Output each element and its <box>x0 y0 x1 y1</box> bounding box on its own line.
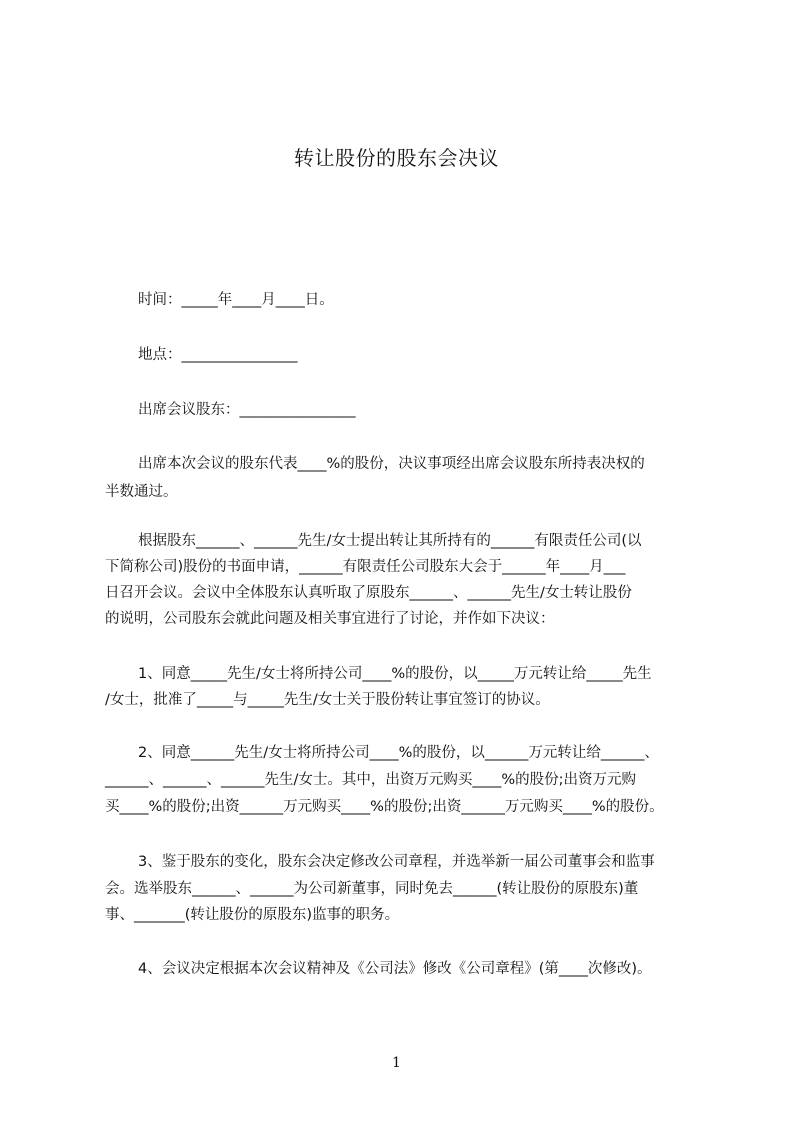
attendees-line: 出席会议股东：________________ <box>138 402 356 418</box>
resolution-item-line: ______、______、______先生/女士。其中，出资万元购买____%的股份;出资万元购 <box>105 772 637 788</box>
resolution-item-line: /女士，批准了_____与_____先生/女士关于股份转让事宜签订的协议。 <box>105 692 550 708</box>
resolution-item-line: 2、同意______先生/女士将所持公司____%的股份，以______万元转让给______、 <box>138 745 659 761</box>
resolution-item-line: 买____%的股份;出资______万元购买____%的股份;出资______万元购买____%的股份。 <box>105 799 664 815</box>
resolution-item-line: 1、同意_____先生/女士将所持公司____%的股份，以_____万元转让给_____先生 <box>138 666 652 682</box>
place-line: 地点：________________ <box>138 347 298 363</box>
document-title: 转让股份的股东会决议 <box>294 146 499 170</box>
paragraph-line: 的说明，公司股东会就此问题及相关事宜进行了讨论，并作如下决议： <box>105 611 555 627</box>
resolution-item-line: 4、会议决定根据本次会议精神及《公司法》修改《公司章程》(第____次修改)。 <box>138 961 652 977</box>
paragraph-line: 半数通过。 <box>105 484 178 500</box>
paragraph-line: 出席本次会议的股东代表____%的股份，决议事项经出席会议股东所持表决权的 <box>138 456 645 472</box>
paragraph-line: 根据股东______、______先生/女士提出转让其所持有的______有限责任公司(以 <box>138 533 642 549</box>
resolution-item-line: 3、鉴于股东的变化，股东会决定修改公司章程，并选举新一届公司董事会和监事 <box>138 854 655 870</box>
time-line: 时间：_____年____月____日。 <box>138 292 334 308</box>
resolution-item-line: 事、_______(转让股份的原股东)监事的职务。 <box>105 907 400 923</box>
resolution-item-line: 会。选举股东______、______为公司新董事，同时免去______(转让股份的原股东)董 <box>105 881 639 897</box>
page-number: 1 <box>392 1055 401 1071</box>
paragraph-line: 日召开会议。会议中全体股东认真听取了原股东______、______先生/女士转让股份 <box>105 585 632 601</box>
paragraph-line: 下简称公司)股份的书面申请，______有限责任公司股东大会于______年____月___ <box>105 559 626 575</box>
